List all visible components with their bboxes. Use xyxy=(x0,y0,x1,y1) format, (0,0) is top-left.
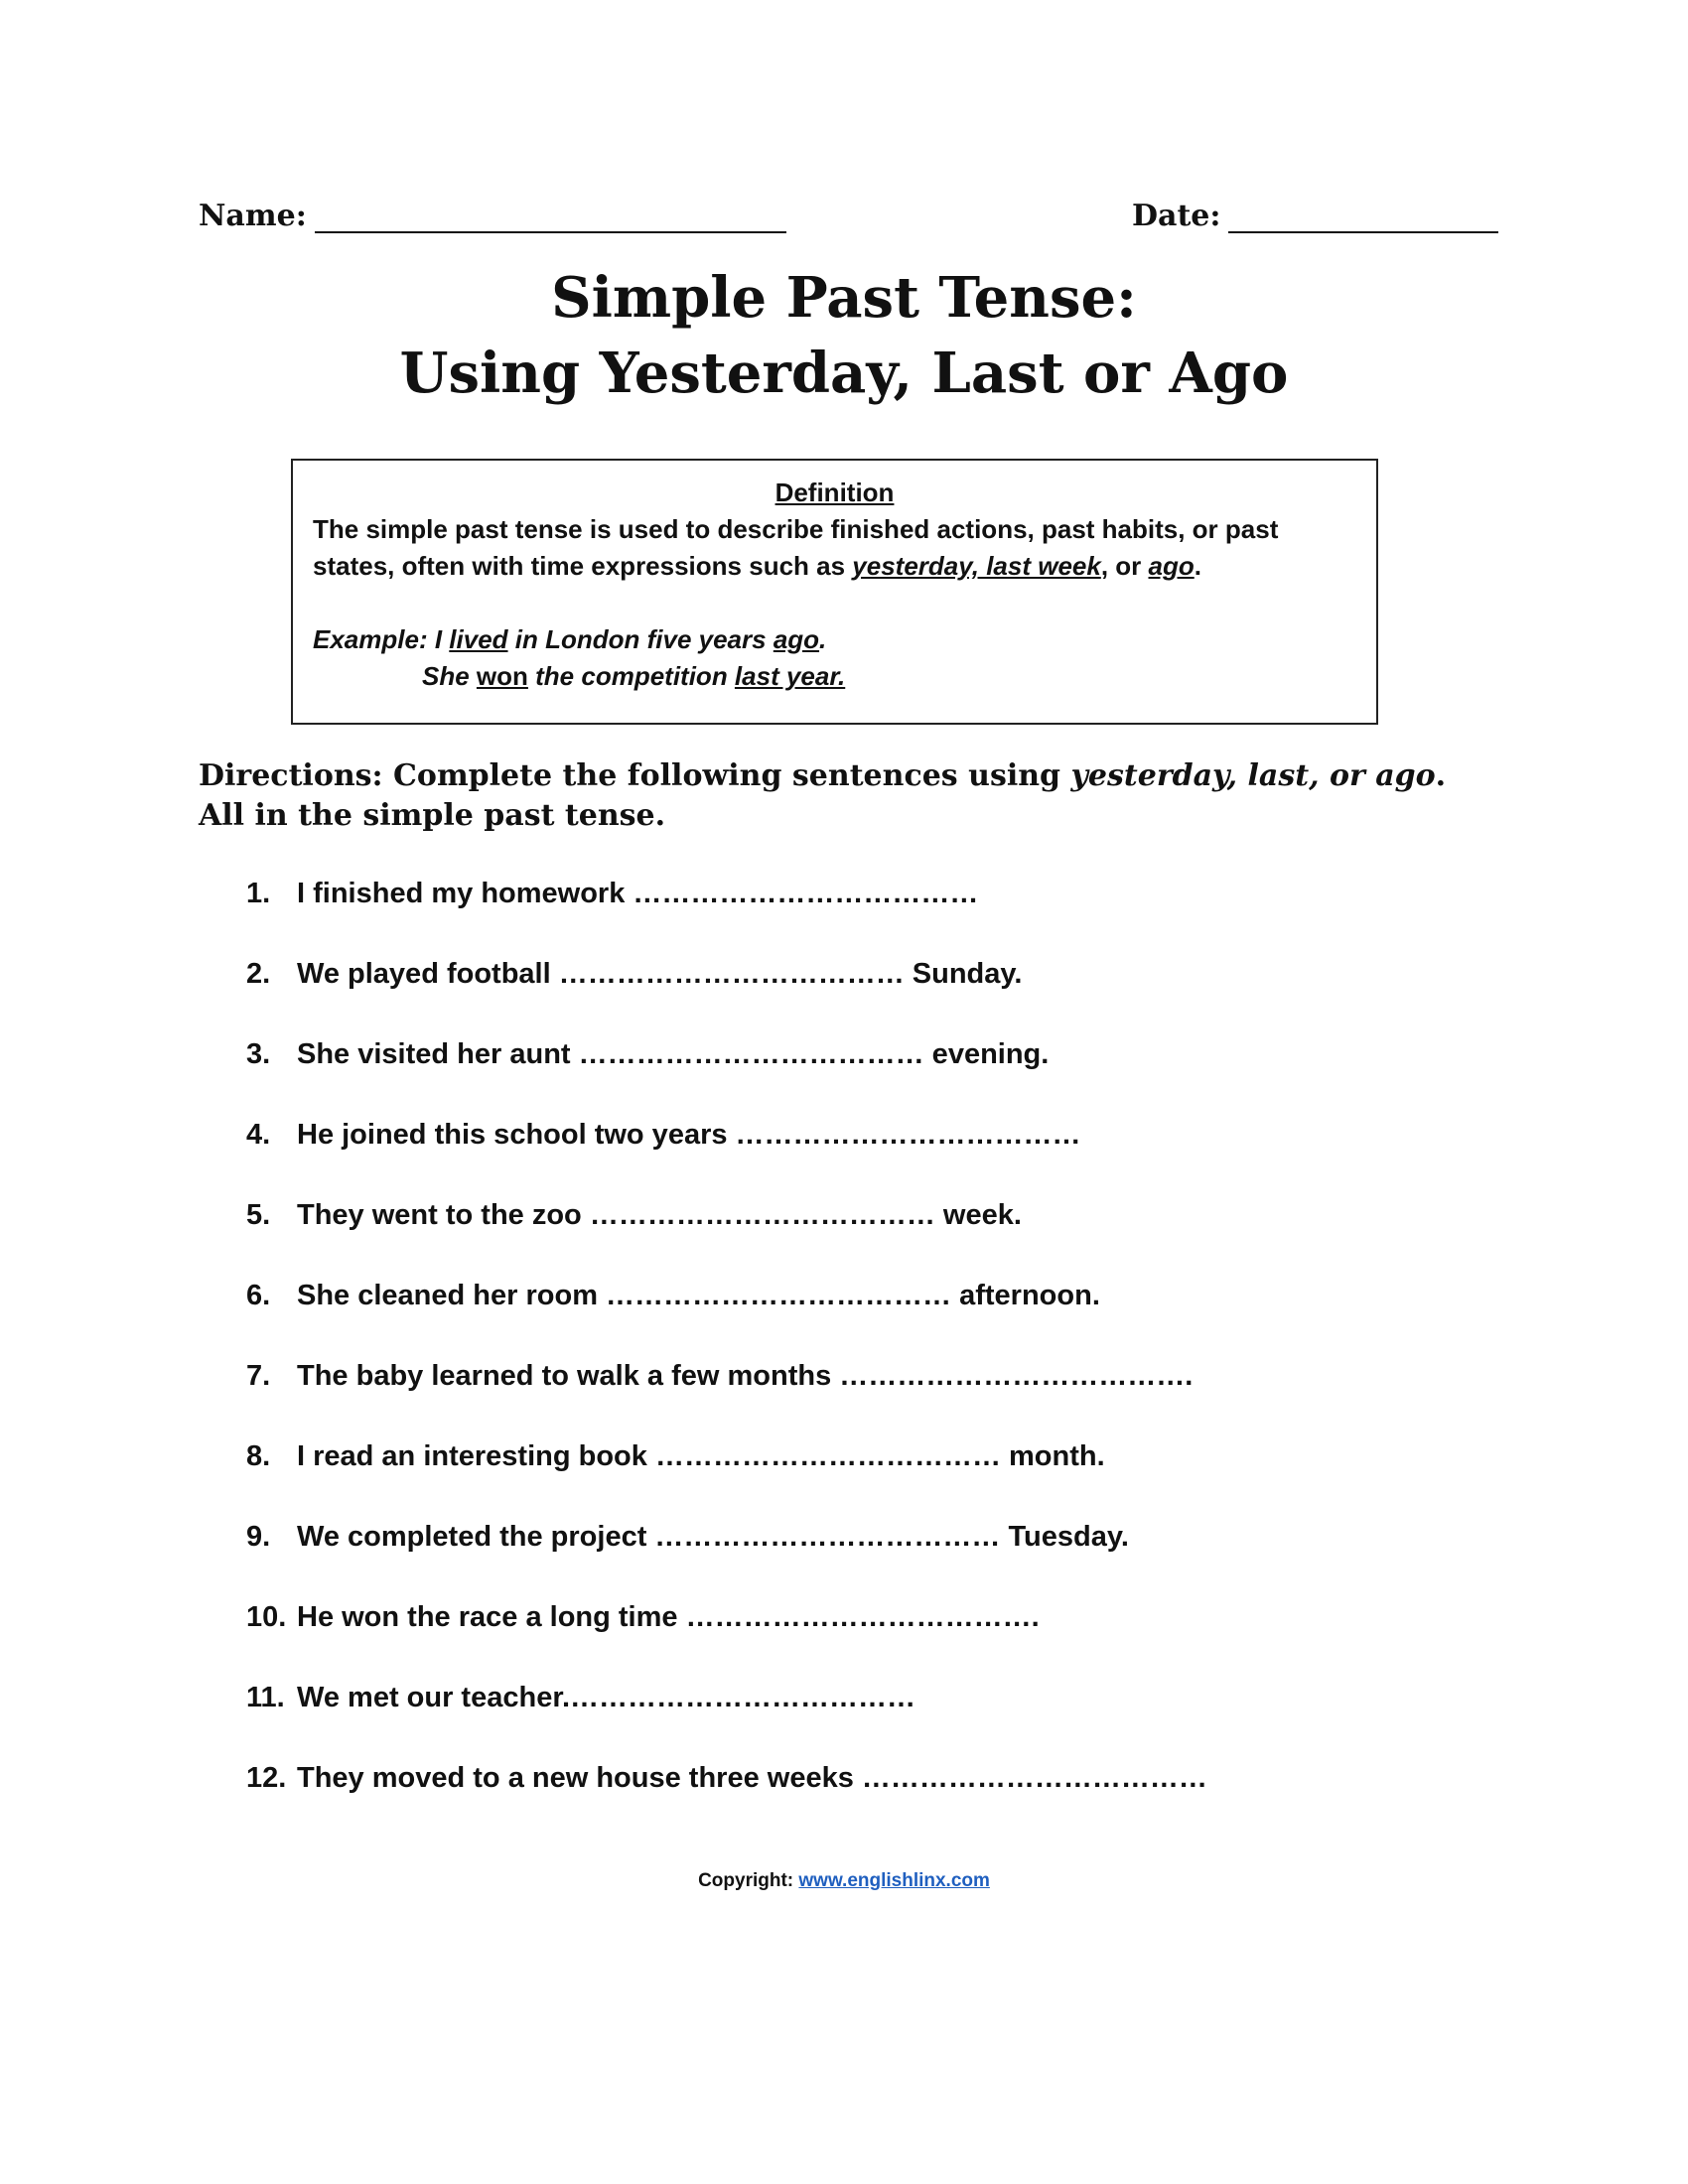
definition-text-part: . xyxy=(1194,551,1201,581)
exercise-item[interactable] xyxy=(246,1597,1438,1678)
exercise-sentence: He joined this school two years ……………………………… xyxy=(297,1119,1081,1151)
exercise-item[interactable] xyxy=(246,1356,1438,1436)
exercise-sentence: He won the race a long time ………………………………. xyxy=(297,1601,1040,1633)
definition-spacer xyxy=(313,585,1356,621)
exercise-item[interactable] xyxy=(246,874,1438,954)
name-blank-line[interactable] xyxy=(315,202,786,233)
title-line-2: Using Yesterday, Last or Ago xyxy=(399,341,1289,406)
exercise-item[interactable] xyxy=(246,1436,1438,1517)
definition-emphasis: yesterday, last week xyxy=(852,551,1101,581)
example-sentence-2 xyxy=(313,658,1356,695)
example-time-expression: ago xyxy=(773,624,820,654)
definition-text-part: The simple past tense is used to describe finished actions, past habits, or past states, often with time expressions such as xyxy=(313,514,1279,581)
date-label: Date: xyxy=(1132,199,1221,233)
name-field xyxy=(199,199,786,233)
exercise-item[interactable] xyxy=(246,1678,1438,1758)
directions-text: . All in the simple past tense. xyxy=(199,758,1447,833)
example-text: Example: I xyxy=(313,624,450,654)
title-line-1: Simple Past Tense: xyxy=(551,265,1137,331)
date-field xyxy=(1132,199,1498,233)
exercise-sentence: They moved to a new house three weeks ……………………………… xyxy=(297,1762,1207,1794)
example-time-expression: last year. xyxy=(734,661,846,691)
definition-text-part: , or xyxy=(1100,551,1149,581)
date-blank-line[interactable] xyxy=(1228,202,1498,233)
exercise-sentence: They went to the zoo ……………………………… week. xyxy=(297,1199,1022,1231)
copyright-footer xyxy=(0,1870,1688,1892)
exercise-sentence: She cleaned her room ……………………………… afternoon. xyxy=(297,1280,1100,1311)
example-text: the competition xyxy=(527,661,735,691)
exercise-number: 10. xyxy=(246,1601,287,1633)
exercise-number: 3. xyxy=(246,1038,271,1070)
exercise-sentence: She visited her aunt ……………………………… evening. xyxy=(297,1038,1050,1070)
exercise-number: 2. xyxy=(246,958,271,990)
exercise-sentence: We played football ……………………………… Sunday. xyxy=(297,958,1023,990)
exercise-sentence: We met our teacher.……………………………… xyxy=(297,1682,916,1713)
definition-box xyxy=(291,459,1378,725)
exercise-number: 5. xyxy=(246,1199,271,1231)
worksheet-title xyxy=(0,260,1688,411)
exercise-number: 8. xyxy=(246,1440,271,1472)
exercise-number: 11. xyxy=(246,1682,285,1713)
exercise-number: 12. xyxy=(246,1762,287,1794)
example-verb: lived xyxy=(449,624,508,654)
example-sentence-1 xyxy=(313,621,1356,658)
name-date-header xyxy=(199,199,1489,238)
example-text: She xyxy=(422,661,477,691)
exercise-sentence: I finished my homework ……………………………… xyxy=(297,878,979,909)
definition-heading: Definition xyxy=(774,478,895,507)
directions-emphasis: yesterday, last, or ago xyxy=(1070,758,1436,793)
exercise-number: 9. xyxy=(246,1521,271,1553)
exercise-sentence: We completed the project ……………………………… Tuesday. xyxy=(297,1521,1129,1553)
example-text: . xyxy=(819,624,827,654)
copyright-label: Copyright: xyxy=(698,1870,799,1891)
exercise-item[interactable] xyxy=(246,1034,1438,1115)
definition-emphasis: ago xyxy=(1148,551,1195,581)
exercise-item[interactable] xyxy=(246,1276,1438,1356)
example-text: in London five years xyxy=(507,624,774,654)
exercise-number: 4. xyxy=(246,1119,271,1151)
definition-text xyxy=(313,511,1356,585)
directions xyxy=(199,756,1489,836)
example-verb: won xyxy=(476,661,528,691)
copyright-link[interactable]: www.englishlinx.com xyxy=(798,1870,990,1891)
exercise-number: 1. xyxy=(246,878,271,909)
exercise-item[interactable] xyxy=(246,1517,1438,1597)
exercise-list xyxy=(246,874,1438,1839)
name-label: Name: xyxy=(199,199,307,233)
directions-text: Directions: Complete the following sentences using xyxy=(199,758,1071,793)
exercise-item[interactable] xyxy=(246,1195,1438,1276)
exercise-sentence: The baby learned to walk a few months ………………………………. xyxy=(297,1360,1194,1392)
exercise-item[interactable] xyxy=(246,1758,1438,1839)
exercise-number: 7. xyxy=(246,1360,271,1392)
exercise-item[interactable] xyxy=(246,1115,1438,1195)
exercise-number: 6. xyxy=(246,1280,271,1311)
exercise-sentence: I read an interesting book ……………………………… month. xyxy=(297,1440,1105,1472)
exercise-item[interactable] xyxy=(246,954,1438,1034)
